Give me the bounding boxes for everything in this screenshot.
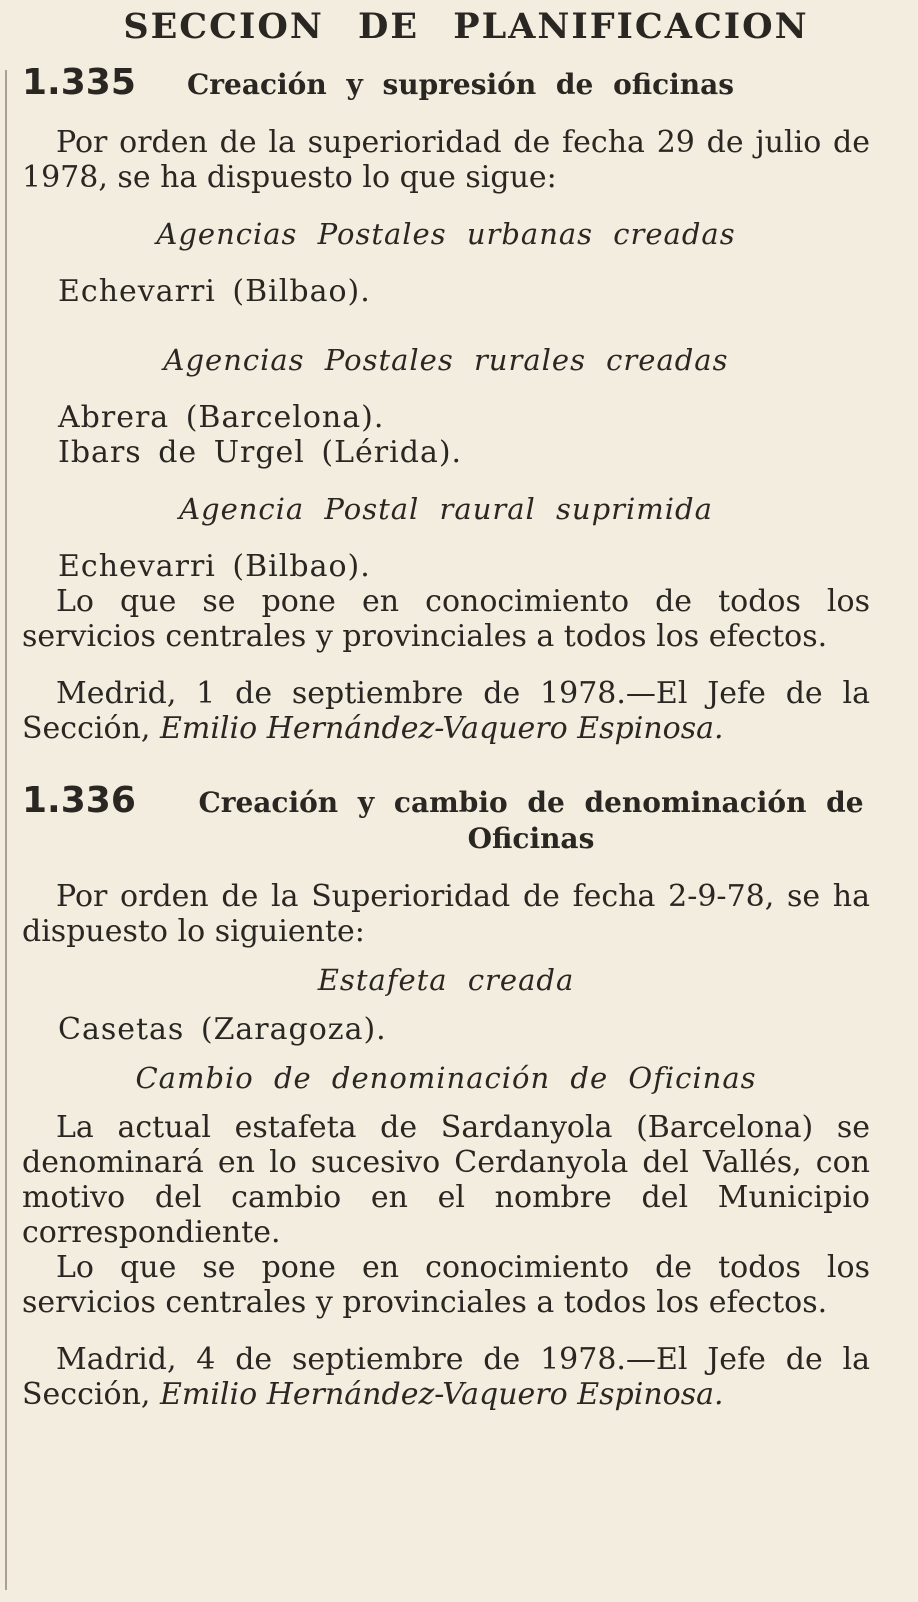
entry-signature — [22, 1342, 870, 1412]
entry-1335 — [22, 62, 870, 746]
entry-title: Creación y supresión de oficinas — [187, 68, 735, 101]
list-item: Casetas (Zaragoza). — [58, 1012, 387, 1047]
signature-place-date: Madrid, 4 de septiembre de 1978.—El Jefe de la Sección, — [22, 1342, 870, 1412]
subheading: Agencias Postales rurales creadas — [163, 343, 729, 377]
signature-place-date: Medrid, 1 de septiembre de 1978.—El Jefe de la Sección, — [22, 676, 870, 746]
list-item: Echevarri (Bilbao). — [58, 549, 371, 584]
left-margin-rule — [5, 70, 7, 1590]
subheading: Agencia Postal raural suprimida — [179, 492, 713, 526]
signature-name: Emilio Hernández-Vaquero Espinosa. — [159, 711, 724, 746]
entry-closing: Lo que se pone en conocimiento de todos los servicios centrales y provinciales a todos los efectos. — [22, 584, 870, 654]
entry-1336 — [22, 780, 870, 1412]
document-content — [22, 4, 870, 1412]
entry-closing: Lo que se pone en conocimiento de todos los servicios centrales y provinciales a todos los efectos. — [22, 1250, 870, 1320]
subheading: Agencias Postales urbanas creadas — [156, 217, 736, 251]
section-title: SECCION DE PLANIFICACION — [123, 6, 809, 47]
signature-name: Emilio Hernández-Vaquero Espinosa. — [159, 1377, 724, 1412]
entry-paragraph: La actual estafeta de Sardanyola (Barcelona) se denominará en lo sucesivo Cerdanyola del Vallés, con motivo del cambio en el nombre del Municipio correspondiente. — [22, 1110, 870, 1250]
entry-number: 1.335 — [22, 62, 136, 103]
list-item: Ibars de Urgel (Lérida). — [58, 435, 463, 470]
entry-title: Creación y cambio de denominación de Oficinas — [198, 786, 864, 855]
entry-signature — [22, 676, 870, 746]
entry-heading — [22, 780, 870, 857]
entry-heading — [22, 62, 870, 103]
entry-intro: Por orden de la superioridad de fecha 29 de julio de 1978, se ha dispuesto lo que sigue: — [22, 125, 870, 195]
subheading: Estafeta creada — [317, 963, 575, 997]
entry-number: 1.336 — [22, 780, 136, 821]
entry-intro: Por orden de la Superioridad de fecha 2-9-78, se ha dispuesto lo siguiente: — [22, 879, 870, 949]
list-item: Echevarri (Bilbao). — [58, 274, 371, 309]
subheading: Cambio de denominación de Oficinas — [135, 1061, 757, 1095]
list-item: Abrera (Barcelona). — [58, 400, 385, 435]
